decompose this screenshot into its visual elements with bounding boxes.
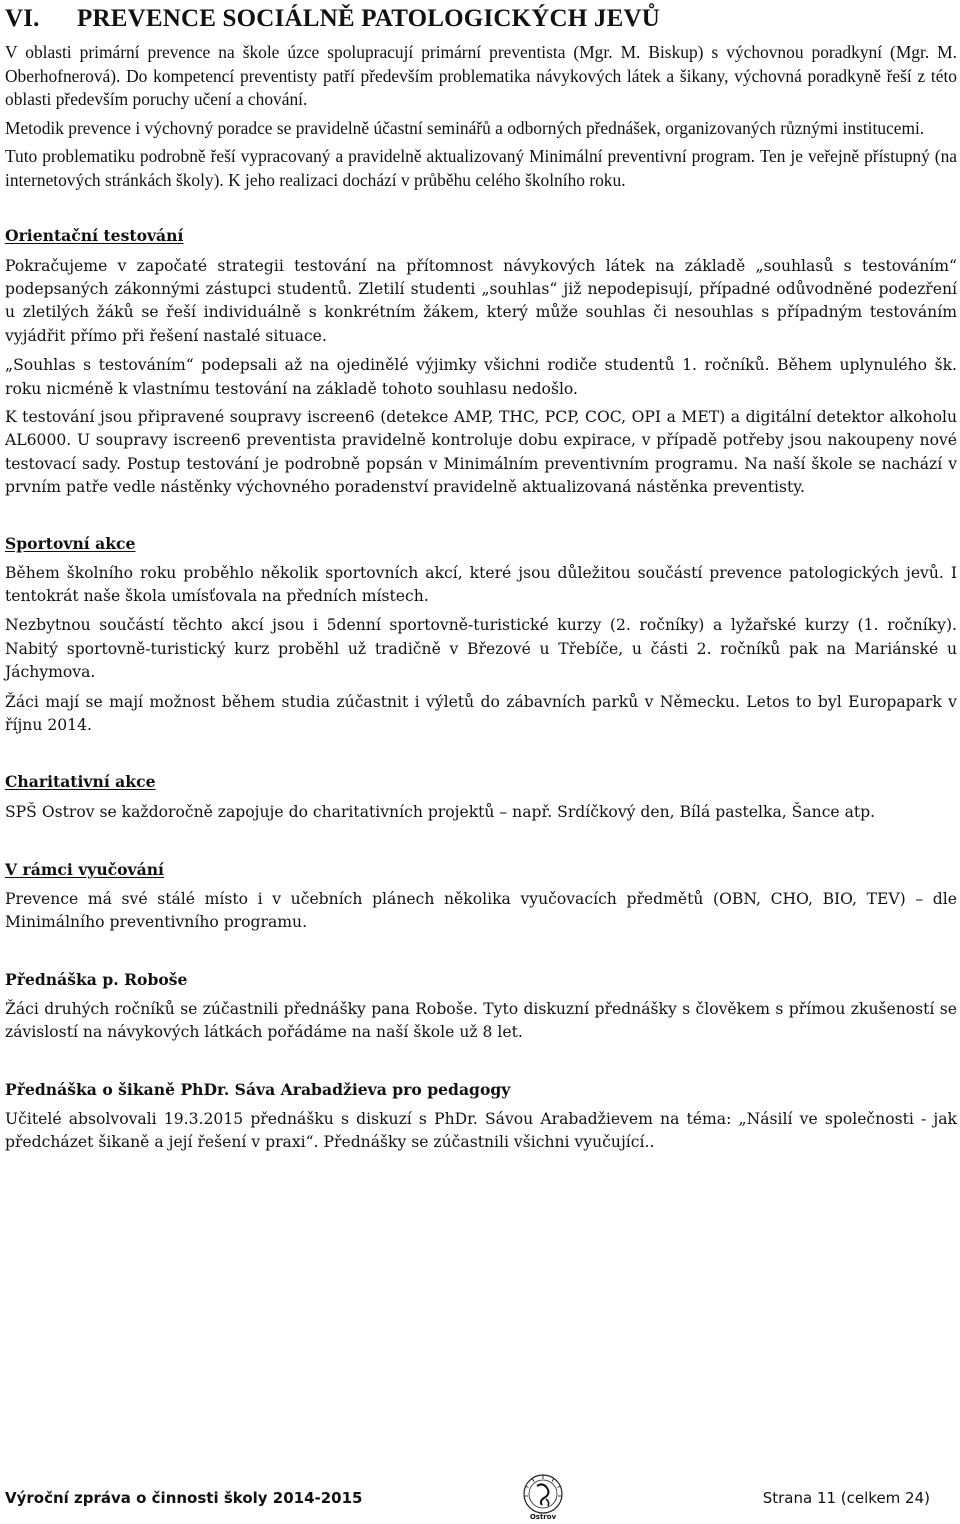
chapter-heading <box>5 0 957 36</box>
sports-paragraph-3: Žáci mají se mají možnost během studia zúčastnit i výletů do zábavních parků v Německu. Letos to byl Europapark v říjnu 2014. <box>5 692 957 735</box>
page-footer <box>5 1480 930 1524</box>
lecture2-section <box>5 1078 957 1155</box>
sports-paragraph-2: Nezbytnou součástí těchto akcí jsou i 5denní sportovně-turistické kurzy (2. ročníky) a lyžařské kurzy (1. ročníky). Nabitý sportovně-turistický kurz proběhl už tradičně v Březové u Třebíče, u části 2. ročníků pak na Mariánské u Jáchymova. <box>5 616 957 682</box>
lecture1-section <box>5 968 957 1045</box>
lecture2-heading: Přednáška o šikaně PhDr. Sáva Arabadžieva pro pedagogy <box>5 1079 511 1099</box>
document-page <box>5 0 957 1154</box>
footer-report-title: Výroční zpráva o činnosti školy 2014-2015 <box>5 1489 363 1507</box>
sports-heading: Sportovní akce <box>5 533 136 553</box>
teaching-paragraph-1: Prevence má své stálé místo i v učebních plánech několika vyučovacích předmětů (OBN, CHO, BIO, TEV) – dle Minimálního preventivního programu. <box>5 889 957 932</box>
teaching-section <box>5 858 957 935</box>
chapter-title: PREVENCE SOCIÁLNĚ PATOLOGICKÝCH JEVŮ <box>77 5 660 32</box>
sports-paragraph-1: Během školního roku proběhlo několik sportovních akcí, které jsou důležitou součástí prevence patologických jevů. I tentokrát naše škola umísťovala na předních místech. <box>5 563 957 606</box>
intro-paragraph-2: Metodik prevence i výchovný poradce se pravidelně účastní seminářů a odborných přednášek, organizovaných různými institucemi. <box>5 117 925 138</box>
charity-paragraph-1: SPŠ Ostrov se každoročně zapojuje do charitativních projektů – např. Srdíčkový den, Bílá pastelka, Šance atp. <box>5 803 876 822</box>
logo-text: Ostrov <box>529 1513 557 1521</box>
testing-paragraph-3: K testování jsou připravené soupravy iscreen6 (detekce AMP, THC, PCP, COC, OPI a MET) a digitální detektor alkoholu AL6000. U soupravy iscreen6 preventista pravidelně kontroluje dobu expirace, v případě potřeby jsou nakoupeny nové testovací sady. Postup testování je podrobně popsán v Minimálním preventivním programu. Na naší škole se nachází v prvním patře vedle nástěnky výchovného poradenství pravidelně aktualizovaná nástěnka preventisty. <box>5 408 957 497</box>
lecture1-paragraph-1: Žáci druhých ročníků se zúčastnili přednášky pana Roboše. Tyto diskuzní přednášky s člověkem s přímou zkušeností se závislostí na návykových látkách pořádáme na naší škole už 8 let. <box>5 999 957 1042</box>
intro-paragraph-1: V oblasti primární prevence na škole úzce spolupracují primární preventista (Mgr. M. Biskup) s výchovnou poradkyní (Mgr. M. Oberhofnerová). Do kompetencí preventisty patří především problematika návykových látek a šikany, výchovná poradkyně řeší z této oblasti především poruchy učení a chování. <box>5 42 957 110</box>
intro-section <box>5 41 957 193</box>
chapter-number: VI. <box>5 5 40 32</box>
lecture2-paragraph-1: Učitelé absolvovali 19.3.2015 přednášku s diskuzí s PhDr. Sávou Arabadžievem na téma: „Násilí ve společnosti - jak předcházet šikaně a její řešení v praxi“. Přednášky se zúčastnili všichni vyučující.. <box>5 1109 957 1151</box>
teaching-heading: V rámci vyučování <box>5 859 164 879</box>
testing-paragraph-2: „Souhlas s testováním“ podepsali až na ojedinělé výjimky všichni rodiče studentů 1. ročníků. Během uplynulého šk. roku nicméně k vlastnímu testování na základě tohoto souhlasu nedošlo. <box>5 356 957 398</box>
charity-section <box>5 770 957 824</box>
charity-heading: Charitativní akce <box>5 772 156 792</box>
testing-heading: Orientační testování <box>5 225 184 245</box>
sports-section <box>5 532 957 738</box>
lecture1-heading: Přednáška p. Roboše <box>5 969 188 989</box>
intro-paragraph-3: Tuto problematiku podrobně řeší vypracovaný a pravidelně aktualizovaný Minimální preventivní program. Ten je veřejně přístupný (na internetových stránkách školy). K jeho realizaci dochází v průběhu celého školního roku. <box>5 146 957 190</box>
testing-section <box>5 224 957 500</box>
footer-page-number: Strana 11 (celkem 24) <box>762 1489 930 1507</box>
school-logo-icon <box>515 1472 571 1522</box>
testing-paragraph-1: Pokračujeme v započaté strategii testování na přítomnost návykových látek na základě „souhlasů s testováním“ podepsaných zákonnými zástupci studentů. Zletilí studenti „souhlas“ již nepodepisují, případné odůvodněné podezření u zletilých žáků se řeší individuálně s konkrétním žákem, který může souhlas či nesouhlas s případným testováním vyjádřit přímo při řešení nastalé situace. <box>5 256 957 345</box>
